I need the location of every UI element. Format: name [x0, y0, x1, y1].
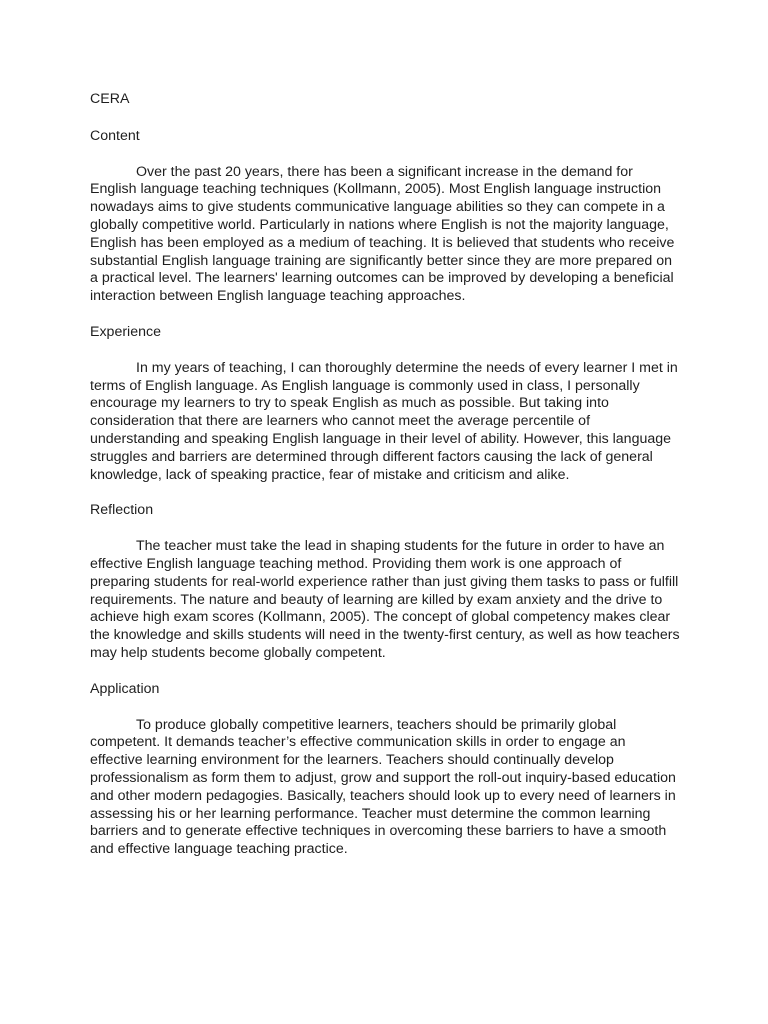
section-application [90, 681, 680, 859]
section-paragraph-reflection: The teacher must take the lead in shaping students for the future in order to have an effective English language teaching method. Providing them work is one approach of preparing students for real-world experience rather than just giving them tasks to pass or fulfill requirements. The nature and beauty of learning are killed by exam anxiety and the drive to achieve high exam scores (Kollmann, 2005). The concept of global competency makes clear the knowledge and skills students will need in the twenty-first century, as well as how teachers may help students become globally competent. [90, 538, 680, 661]
document-body [90, 91, 680, 877]
section-paragraph-content: Over the past 20 years, there has been a significant increase in the demand for English language teaching techniques (Kollmann, 2005). Most English language instruction nowadays aims to give students communicative language abilities so they can compete in a globally competitive world. Particularly in nations where English is not the majority language, English has been employed as a medium of teaching. It is believed that students who receive substantial English language training are significantly better since they are more prepared on a practical level. The learners' learning outcomes can be improved by developing a beneficial interaction between English language teaching approaches. [90, 163, 675, 305]
section-heading-content: Content [90, 127, 140, 144]
document-title: CERA [90, 91, 130, 107]
section-reflection [90, 502, 680, 662]
section-heading-application: Application [90, 680, 160, 697]
section-content [90, 128, 680, 306]
section-heading-experience: Experience [90, 323, 161, 340]
section-paragraph-application: To produce globally competitive learners, teachers should be primarily global competent. It demands teacher’s effective communication skills in order to engage an effective learning environment for the learners. Teachers should continually develop professionalism as form them to adjust, grow and support the roll-out inquiry-based education and other modern pedagogies. Basically, teachers should look up to every need of learners in assessing his or her learning performance. Teacher must determine the common learning barriers and to generate effective techniques in overcoming these barriers to have a smooth and effective language teaching practice. [90, 716, 676, 858]
section-paragraph-experience: In my years of teaching, I can thoroughly determine the needs of every learner I met in terms of English language. As English language is commonly used in class, I personally encourage my learners to try to speak English as much as possible. But taking into consideration that there are learners who cannot meet the average percentile of understanding and speaking English language in their level of ability. However, this language struggles and barriers are determined through different factors causing the lack of general knowledge, lack of speaking practice, fear of mistake and criticism and alike. [90, 359, 678, 483]
section-experience [90, 324, 680, 484]
section-heading-reflection: Reflection [90, 502, 154, 519]
